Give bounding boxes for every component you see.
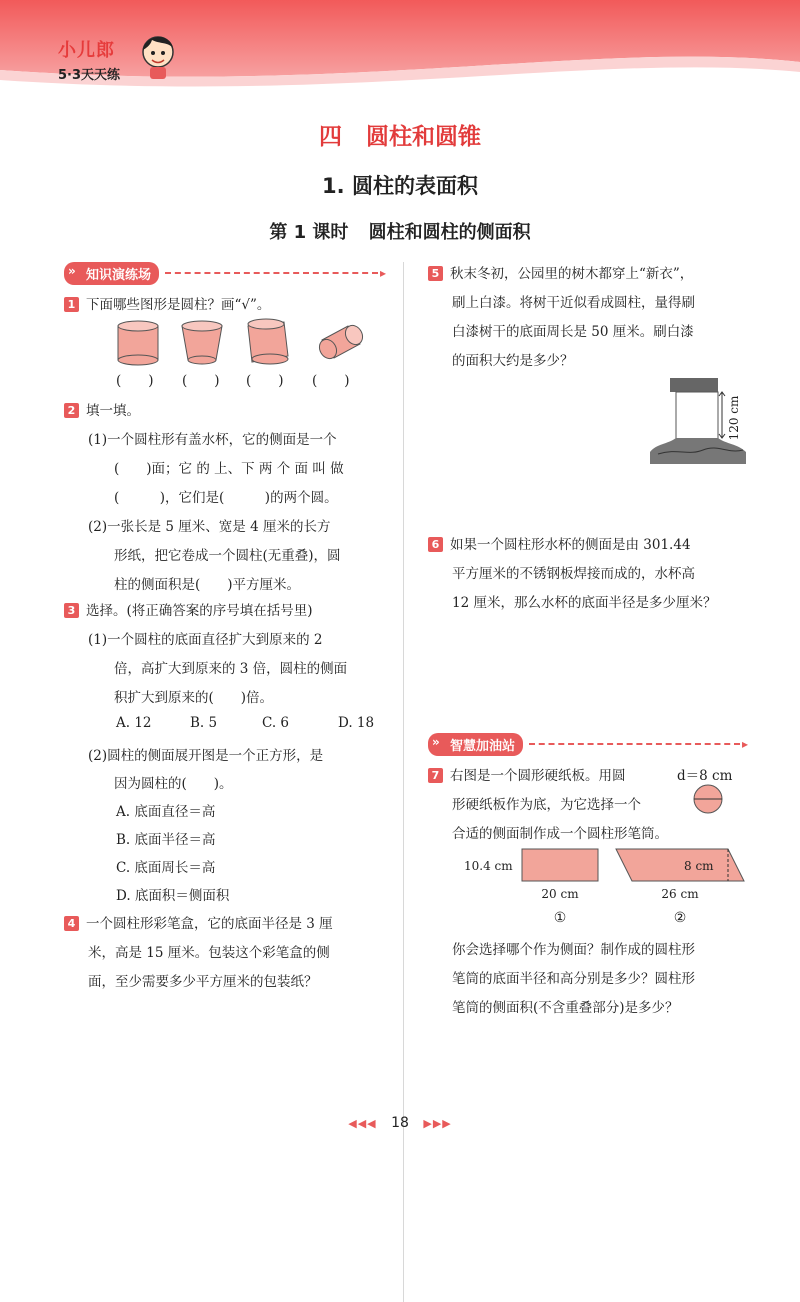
q5-number: 5: [428, 266, 443, 281]
q4-line: [64, 912, 333, 932]
q3-option[interactable]: C. 6: [262, 715, 290, 731]
q2-title-text: 填一填。: [86, 403, 140, 419]
q7-line: 合适的侧面制作成一个圆柱形笔筒。: [452, 826, 668, 842]
q3-title-text: 选择。(将正确答案的序号填在括号里): [86, 603, 313, 619]
q7-shape1-height: 10.4 cm: [464, 859, 513, 873]
q7-side-options-figure: [460, 845, 750, 935]
practice-banner-label: 知识演练场: [86, 267, 152, 283]
triangle-right-icon: ▶▶▶: [423, 1117, 452, 1130]
challenge-banner-label: 智慧加油站: [450, 738, 516, 754]
q4-number: 4: [64, 916, 79, 931]
q3-title: [64, 599, 313, 619]
q2-line: (1)一个圆柱形有盖水杯，它的侧面是一个: [88, 432, 337, 448]
q6-line: [428, 533, 691, 553]
q3-line: 倍，高扩大到原来的 3 倍，圆柱的侧面: [114, 661, 348, 677]
double-arrow-icon: »: [432, 734, 440, 749]
brand-series: 5·3天天练: [58, 68, 121, 83]
q3-line: 因为圆柱的( )。: [114, 776, 233, 792]
q2-line: ( )，它们是( )的两个圆。: [114, 490, 338, 506]
q7-shape1-width: 20 cm: [541, 887, 579, 901]
q5-line: 白漆树干的底面周长是 50 厘米。刷白漆: [452, 324, 694, 340]
arrow-right-icon: ▸: [379, 266, 386, 280]
q7-text: 右图是一个圆形硬纸板。用圆: [450, 768, 626, 784]
q3-option[interactable]: B. 5: [190, 715, 218, 731]
lesson-number: 第 1 课时: [269, 222, 349, 243]
banner-dashed-line: [529, 743, 740, 745]
q5-text: 秋末冬初，公园里的树木都穿上“新衣”，: [450, 266, 694, 282]
column-divider: [403, 262, 404, 1302]
q5-tree-trunk-figure: [648, 374, 748, 464]
q3-option[interactable]: D. 底面积＝侧面积: [116, 888, 230, 904]
q7-parallelogram-option: [616, 849, 744, 926]
q7-shape1-tag: ①: [553, 910, 567, 926]
section-title: 1. 圆柱的表面积: [322, 174, 478, 198]
q7-shape2-width: 26 cm: [661, 887, 699, 901]
q3-option[interactable]: A. 底面直径＝高: [116, 804, 216, 820]
triangle-left-icon: ◀◀◀: [348, 1117, 377, 1130]
q4-line: 面，至少需要多少平方厘米的包装纸？: [88, 974, 318, 990]
brand-logo: [58, 36, 120, 83]
unit-title: [0, 118, 800, 151]
q7-circle-figure: [690, 783, 726, 815]
q2-number: 2: [64, 403, 79, 418]
q1-blank-4[interactable]: ( ): [312, 373, 350, 389]
q6-text: 如果一个圆柱形水杯的侧面是由 301.44: [450, 537, 691, 553]
q3-option[interactable]: C. 底面周长＝高: [116, 860, 216, 876]
q7-line: [428, 764, 626, 784]
q1-prompt: [64, 293, 270, 313]
q2-line: (2)一张长是 5 厘米、宽是 4 厘米的长方: [88, 519, 331, 535]
brand-name: 小儿郎: [58, 40, 115, 61]
figure-cylinder: [118, 321, 158, 365]
q7-line: 你会选择哪个作为侧面？制作成的圆柱形: [452, 942, 695, 958]
q3-line: (2)圆柱的侧面展开图是一个正方形，是: [88, 748, 324, 764]
q1-blank-1[interactable]: ( ): [116, 373, 154, 389]
q1-number: 1: [64, 297, 79, 312]
q5-height-label: 120 cm: [727, 395, 741, 441]
q1-figures: [108, 318, 368, 368]
double-arrow-icon: »: [68, 263, 76, 278]
q7-line: 笔筒的侧面积(不含重叠部分)是多少？: [452, 1000, 679, 1016]
q5-line: 刷上白漆。将树干近似看成圆柱，量得刷: [452, 295, 695, 311]
q7-shape2-tag: ②: [673, 910, 687, 926]
q2-line: ( )面；它 的 上、下 两 个 面 叫 做: [114, 461, 344, 477]
unit-number: 四: [318, 124, 342, 150]
lesson-name: 圆柱和圆柱的侧面积: [368, 222, 531, 243]
banner-dashed-line: [165, 272, 378, 274]
q1-text: 下面哪些图形是圆柱？画“√”。: [86, 297, 271, 313]
figure-slanted-cylinder: [248, 319, 288, 364]
figure-lying-cylinder: [316, 322, 366, 361]
q7-line: 笔筒的底面半径和高分别是多少？圆柱形: [452, 971, 695, 987]
q5-line: 的面积大约是多少？: [452, 353, 574, 369]
q6-line: 平方厘米的不锈钢板焊接而成的，水杯高: [452, 566, 695, 582]
q7-line: 形硬纸板作为底，为它选择一个: [452, 797, 641, 813]
q2-line: 柱的侧面积是( )平方厘米。: [114, 577, 301, 593]
q2-title: [64, 399, 140, 419]
q6-line: 12 厘米，那么水杯的底面半径是多少厘米？: [452, 595, 717, 611]
mascot-icon: [140, 32, 176, 80]
q3-option[interactable]: B. 底面半径＝高: [116, 832, 216, 848]
q6-number: 6: [428, 537, 443, 552]
page-footer: [0, 1115, 800, 1131]
q3-option[interactable]: A. 12: [116, 715, 152, 731]
challenge-banner: [428, 733, 748, 755]
q7-diameter-label: d＝8 cm: [677, 768, 733, 784]
page-number: 18: [391, 1115, 409, 1131]
q2-line: 形纸，把它卷成一个圆柱(无重叠)，圆: [114, 548, 341, 564]
q4-line: 米，高是 15 厘米。包装这个彩笔盒的侧: [88, 945, 330, 961]
q5-line: [428, 262, 693, 282]
q3-line: 积扩大到原来的( )倍。: [114, 690, 274, 706]
arrow-right-icon: ▸: [741, 737, 748, 751]
q7-number: 7: [428, 768, 443, 783]
q7-rectangle-option: [464, 849, 598, 926]
lesson-title: [0, 218, 800, 244]
unit-name: 圆柱和圆锥: [366, 124, 481, 150]
figure-frustum: [182, 321, 222, 364]
q1-blank-2[interactable]: ( ): [182, 373, 220, 389]
q4-text: 一个圆柱形彩笔盒，它的底面半径是 3 厘: [86, 916, 333, 932]
q3-line: (1)一个圆柱的底面直径扩大到原来的 2: [88, 632, 323, 648]
q3-option[interactable]: D. 18: [338, 715, 375, 731]
q7-shape2-height: 8 cm: [684, 859, 714, 873]
q1-blank-3[interactable]: ( ): [246, 373, 284, 389]
practice-banner: [64, 262, 386, 284]
q3-number: 3: [64, 603, 79, 618]
